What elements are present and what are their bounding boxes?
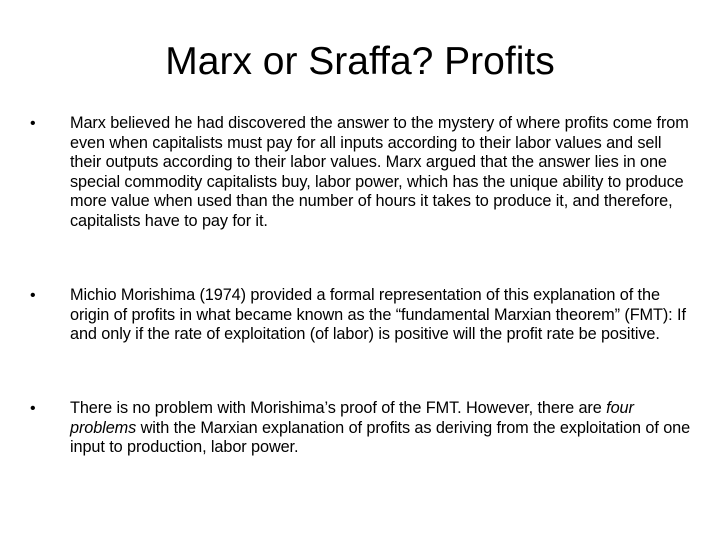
bullet-symbol: • (30, 287, 36, 304)
bullet-text-after: with the Marxian explanation of profits as deriving from the exploitation of one input to production, labor power. (70, 418, 691, 456)
bullet-symbol: • (30, 400, 36, 417)
bullet-text-before: There is no problem with Morishima’s proof of the FMT. However, there are (70, 399, 607, 417)
bullet-symbol: • (30, 115, 36, 132)
bullet-text-emphasis: four problems (70, 399, 634, 437)
slide-title: Marx or Sraffa? Profits (165, 40, 555, 83)
bullet-text (70, 399, 692, 458)
bullet-text: Michio Morishima (1974) provided a formal representation of this explanation of the origin of profits in what became known as the “fundamental Marxian theorem” (FMT): If and only if the rate of exploitation (of labor) is positive will the profit rate be positive. (70, 286, 686, 343)
bullet-text: Marx believed he had discovered the answer to the mystery of where profits come from even when capitalists must pay for all inputs according to their labor values and sell their outputs according to their labor values. Marx argued that the answer lies in one special commodity capitalists buy, labor power, which has the unique ability to produce more value when used than the number of hours it takes to produce it, and therefore, capitalists have to pay for it. (70, 114, 689, 230)
